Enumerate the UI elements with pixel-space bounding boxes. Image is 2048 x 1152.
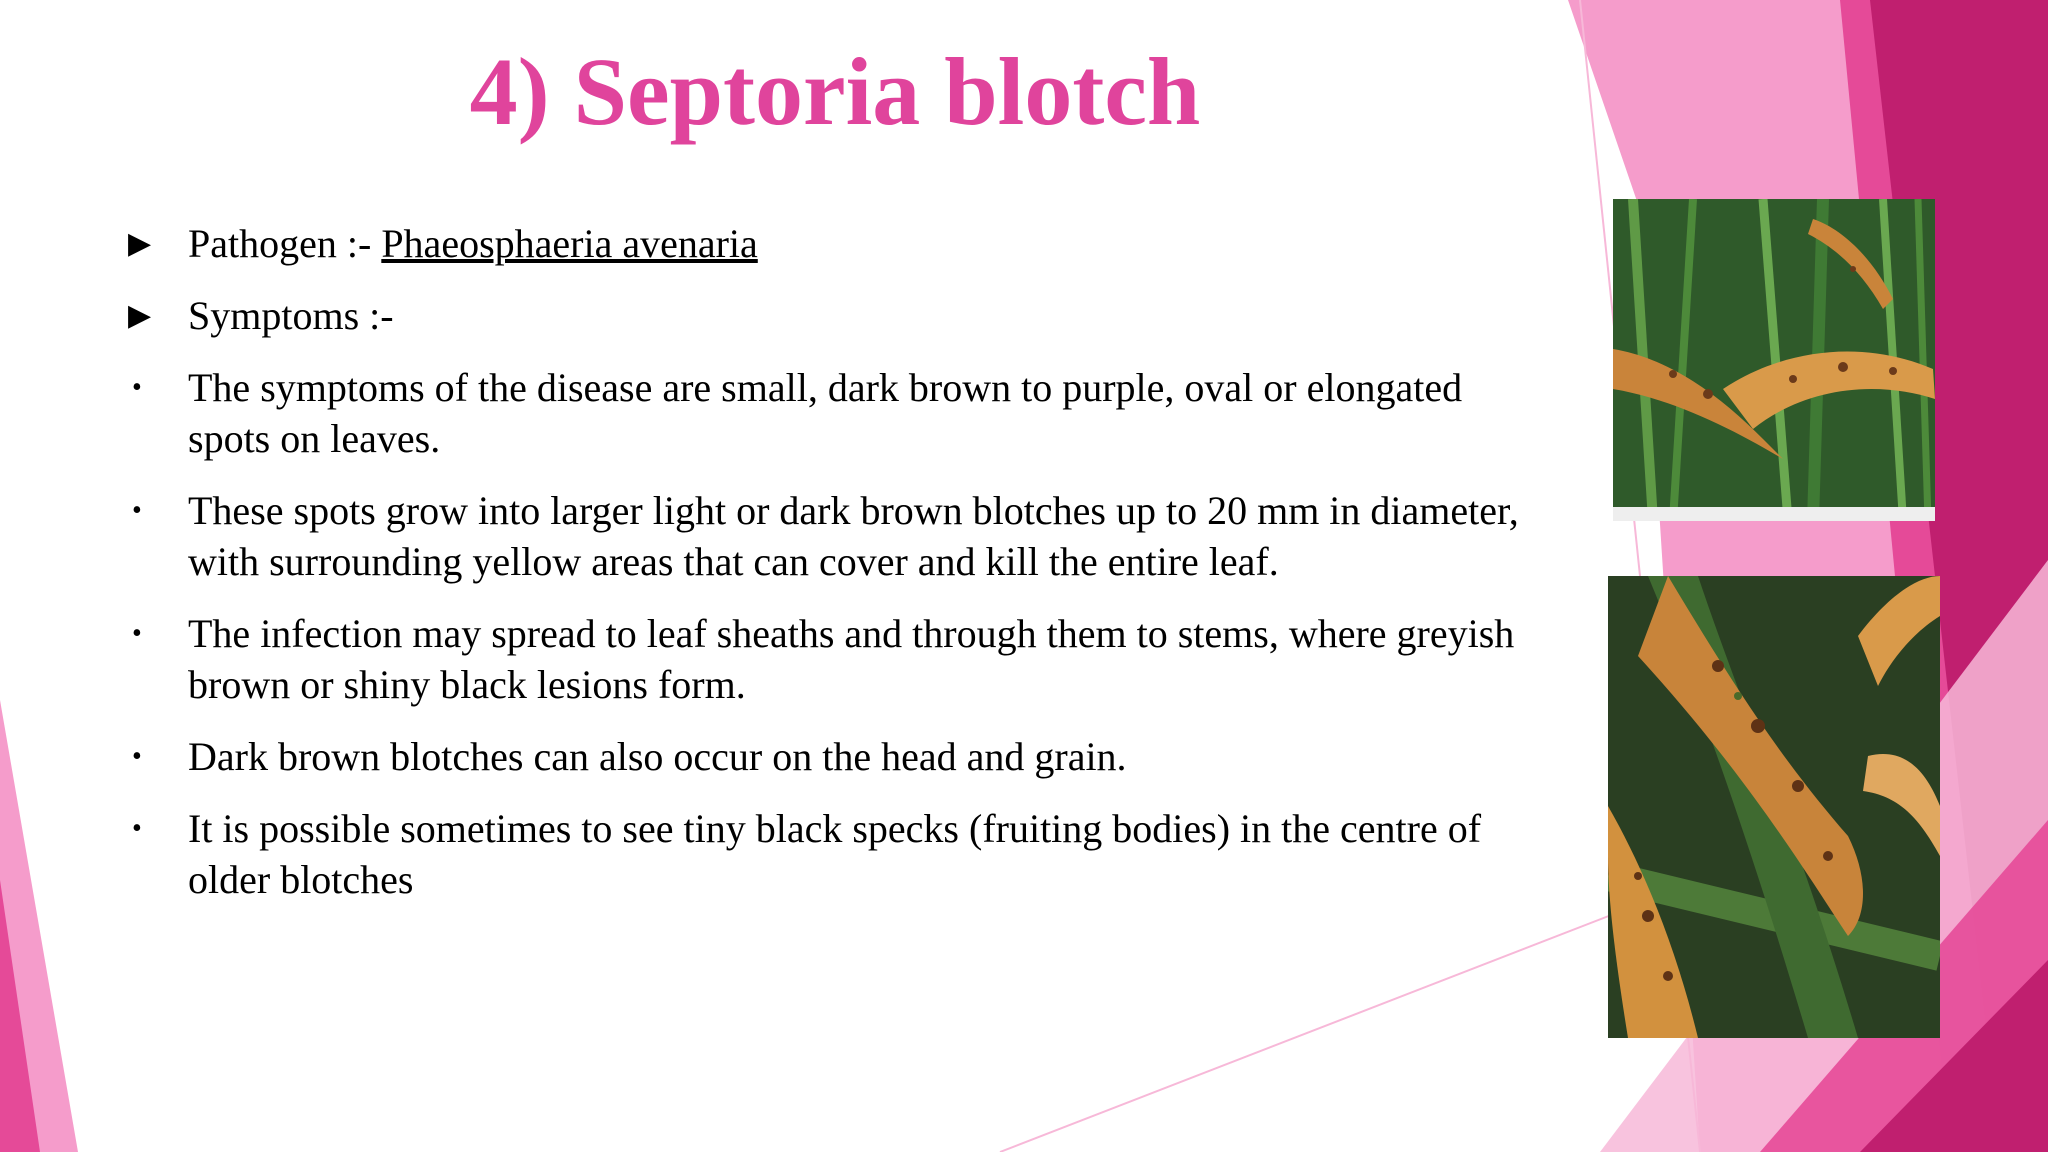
triangle-right-icon: ▶ bbox=[128, 227, 152, 260]
bullet-text: Dark brown blotches can also occur on the head and grain. bbox=[188, 734, 1127, 779]
bullet-symptom-5 bbox=[128, 803, 1528, 905]
bullet-dot-icon: • bbox=[132, 741, 142, 772]
bullet-text: It is possible sometimes to see tiny black specks (fruiting bodies) in the centre of older blotches bbox=[188, 806, 1482, 902]
bullet-symptoms bbox=[128, 290, 1528, 341]
bullet-text: The infection may spread to leaf sheaths and through them to stems, where greyish brown or shiny black lesions form. bbox=[188, 611, 1515, 707]
bullet-list bbox=[128, 218, 1528, 926]
pathogen-label: Pathogen :- bbox=[188, 221, 382, 266]
bullet-dot-icon: • bbox=[132, 618, 142, 649]
triangle-right-icon: ▶ bbox=[128, 299, 152, 332]
bullet-dot-icon: • bbox=[132, 495, 142, 526]
bullet-text: The symptoms of the disease are small, dark brown to purple, oval or elongated spots on leaves. bbox=[188, 365, 1463, 461]
bullet-dot-icon: • bbox=[132, 813, 142, 844]
bullet-symptom-2 bbox=[128, 485, 1528, 587]
bullet-text: These spots grow into larger light or dark brown blotches up to 20 mm in diameter, with surrounding yellow areas that can cover and kill the entire leaf. bbox=[188, 488, 1519, 584]
leaf-blotch-photo-1 bbox=[1613, 199, 1935, 521]
leaf-blotch-photo-2 bbox=[1608, 576, 1940, 1038]
bullet-symptom-3 bbox=[128, 608, 1528, 710]
bullet-dot-icon: • bbox=[132, 372, 142, 403]
symptoms-label: Symptoms :- bbox=[188, 293, 394, 338]
bullet-symptom-4 bbox=[128, 731, 1528, 782]
slide-title: 4) Septoria blotch bbox=[469, 38, 1201, 145]
pathogen-name: Phaeosphaeria avenaria bbox=[381, 221, 758, 266]
bullet-symptom-1 bbox=[128, 362, 1528, 464]
bullet-pathogen bbox=[128, 218, 1528, 269]
